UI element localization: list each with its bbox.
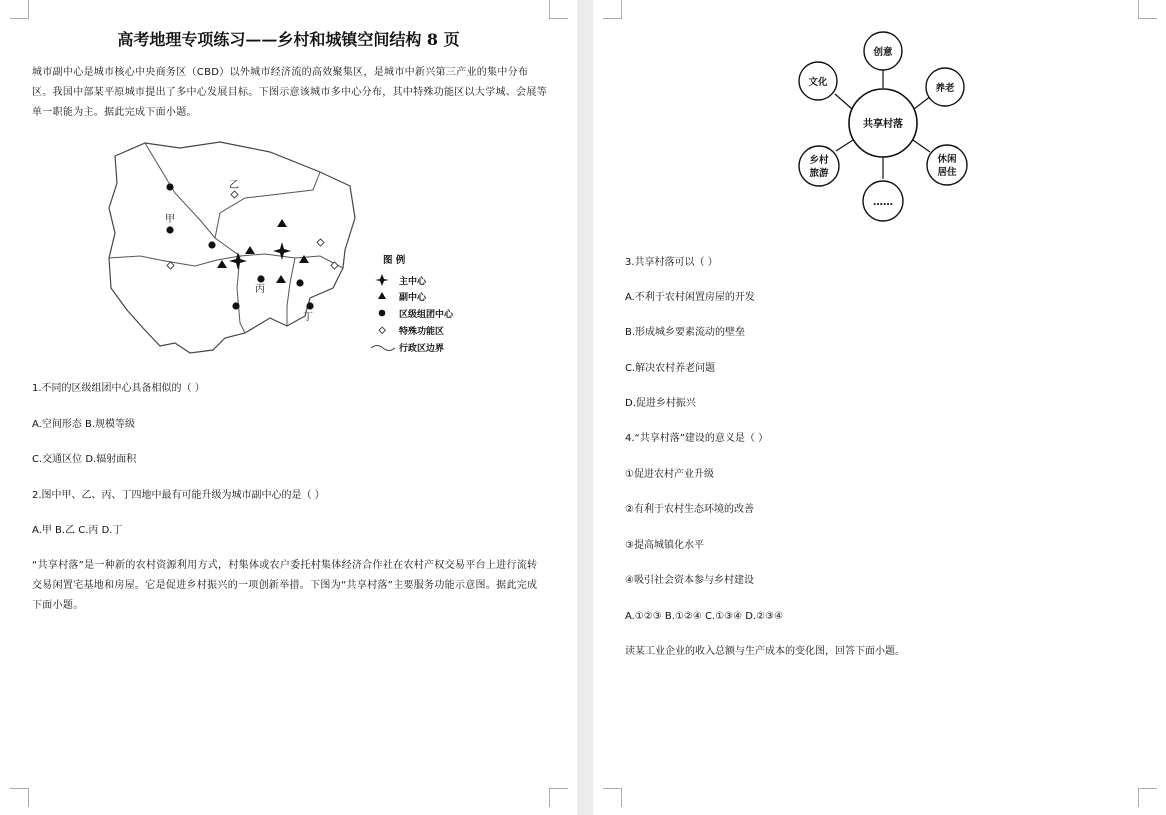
zone-label-bing: 丙 bbox=[255, 284, 265, 295]
top-right-label: 养老 bbox=[935, 83, 955, 94]
question-4-options: A.①②③ B.①②④ C.①③④ D.②③④ bbox=[625, 611, 784, 622]
main-center-icon bbox=[229, 252, 247, 270]
top-label: 创意 bbox=[873, 47, 893, 58]
intro-paragraph: 城市副中心是城市核心中央商务区（CBD）以外城市经济流的高效聚集区，是城市中新兴第三产业的集中分布区。我国中部某平原城市提出了多中心发展目标。下图示意该城市多中心分布，其中特殊功能区以大学城、会展等单一职能为主。据此完成下面小题。 bbox=[32, 67, 547, 118]
district-boundary bbox=[109, 254, 343, 268]
corner-mark bbox=[1138, 0, 1157, 19]
corner-mark bbox=[603, 788, 622, 807]
question-2-options: A.甲 B.乙 C.丙 D.丁 bbox=[32, 525, 123, 536]
question-2: 2.图中甲、乙、丙、丁四地中最有可能升级为城市副中心的是（ ） bbox=[32, 490, 325, 501]
next-question-intro: 读某工业企业的收入总额与生产成本的变化图，回答下面小题。 bbox=[625, 646, 905, 657]
question-4-item-3: ③提高城镇化水平 bbox=[625, 540, 704, 551]
corner-mark bbox=[603, 0, 622, 19]
connector-line bbox=[913, 140, 930, 152]
center-label: 共享村落 bbox=[863, 119, 903, 130]
shared-village-diagram bbox=[788, 30, 978, 222]
corner-mark bbox=[10, 0, 29, 19]
legend-boundary: 行政区边界 bbox=[399, 344, 445, 354]
corner-mark bbox=[10, 788, 29, 807]
special-zone-icon bbox=[331, 262, 338, 269]
question-4-item-4: ④吸引社会资本参与乡村建设 bbox=[625, 575, 754, 586]
question-3-option-c: C.解决农村养老问题 bbox=[625, 363, 716, 374]
connector-line bbox=[914, 96, 931, 109]
question-3-option-a: A.不利于农村闲置房屋的开发 bbox=[625, 292, 755, 303]
zone-label-jia: 甲 bbox=[165, 214, 175, 225]
legend-sub-center-icon bbox=[378, 292, 386, 299]
question-4-item-2: ②有利于农村生态环境的改善 bbox=[625, 504, 754, 515]
corner-mark bbox=[549, 0, 568, 19]
legend-special-zone: 特殊功能区 bbox=[399, 327, 445, 337]
district-center-icon bbox=[257, 275, 264, 282]
connector-line bbox=[835, 94, 852, 109]
question-1-options-cd: C.交通区位 D.辐射面积 bbox=[32, 454, 137, 465]
question-4-item-1: ①促进农村产业升级 bbox=[625, 469, 714, 480]
corner-mark bbox=[549, 788, 568, 807]
question-3: 3.共享村落可以（ ） bbox=[625, 257, 718, 268]
legend-special-zone-icon bbox=[379, 327, 385, 333]
district-boundary bbox=[145, 143, 240, 256]
district-center-icon bbox=[208, 241, 215, 248]
bottom-label: …… bbox=[873, 197, 893, 208]
left-label-1: 乡村 bbox=[809, 155, 829, 166]
page-right bbox=[593, 0, 1166, 815]
sub-center-icon bbox=[245, 246, 255, 254]
map-outline bbox=[109, 142, 355, 353]
map-legend bbox=[371, 254, 454, 354]
district-center-icon bbox=[166, 183, 173, 190]
question-3-option-d: D.促进乡村振兴 bbox=[625, 398, 696, 409]
sub-center-icon bbox=[276, 275, 286, 283]
legend-main-center: 主中心 bbox=[399, 277, 427, 287]
district-boundary bbox=[287, 258, 295, 326]
left-label-2: 旅游 bbox=[809, 168, 829, 179]
sub-center-icon bbox=[299, 255, 309, 263]
zone-label-ding: 丁 bbox=[303, 312, 313, 323]
zone-label-yi: 乙 bbox=[229, 180, 239, 191]
district-center-icon bbox=[306, 302, 313, 309]
special-zone-icon bbox=[231, 191, 238, 198]
legend-district-center: 区级组团中心 bbox=[399, 310, 454, 320]
special-zone-icon bbox=[167, 262, 174, 269]
top-left-label: 文化 bbox=[808, 77, 828, 88]
page-left bbox=[0, 0, 577, 815]
legend-main-center-icon bbox=[375, 274, 389, 286]
question-3-option-b: B.形成城乡要素流动的壁垒 bbox=[625, 327, 746, 338]
node-right bbox=[927, 145, 967, 185]
district-center-icon bbox=[296, 279, 303, 286]
right-label-1: 休闲 bbox=[937, 154, 957, 165]
special-zone-icon bbox=[317, 239, 324, 246]
intro-paragraph-2: “共享村落”是一种新的农村资源利用方式，村集体或农户委托村集体经济合作社在农村产权交易平台上进行流转交易闲置宅基地和房屋。它是促进乡村振兴的一项创新举措。下图为“共享村落”主要服务功能示意图。据此完成下面小题。 bbox=[32, 560, 538, 611]
question-1-options-ab: A.空间形态 B.规模等级 bbox=[32, 419, 136, 430]
legend-sub-center: 副中心 bbox=[399, 293, 427, 303]
corner-mark bbox=[1138, 788, 1157, 807]
right-label-2: 居住 bbox=[937, 167, 957, 178]
legend-boundary-icon bbox=[371, 346, 395, 351]
page-title: 高考地理专项练习——乡村和城镇空间结构 8 页 bbox=[117, 30, 460, 49]
legend-district-center-icon bbox=[379, 310, 386, 317]
district-center-icon bbox=[232, 302, 239, 309]
node-left bbox=[799, 146, 839, 186]
question-4: 4.“共享村落”建设的意义是（ ） bbox=[625, 433, 769, 444]
district-center-icon bbox=[166, 226, 173, 233]
legend-title: 图 例 bbox=[383, 255, 406, 266]
sub-center-icon bbox=[217, 260, 227, 268]
city-map bbox=[105, 138, 475, 358]
connector-line bbox=[836, 140, 853, 151]
question-1: 1.不同的区级组团中心具备相似的（ ） bbox=[32, 383, 205, 394]
sub-center-icon bbox=[277, 219, 287, 227]
